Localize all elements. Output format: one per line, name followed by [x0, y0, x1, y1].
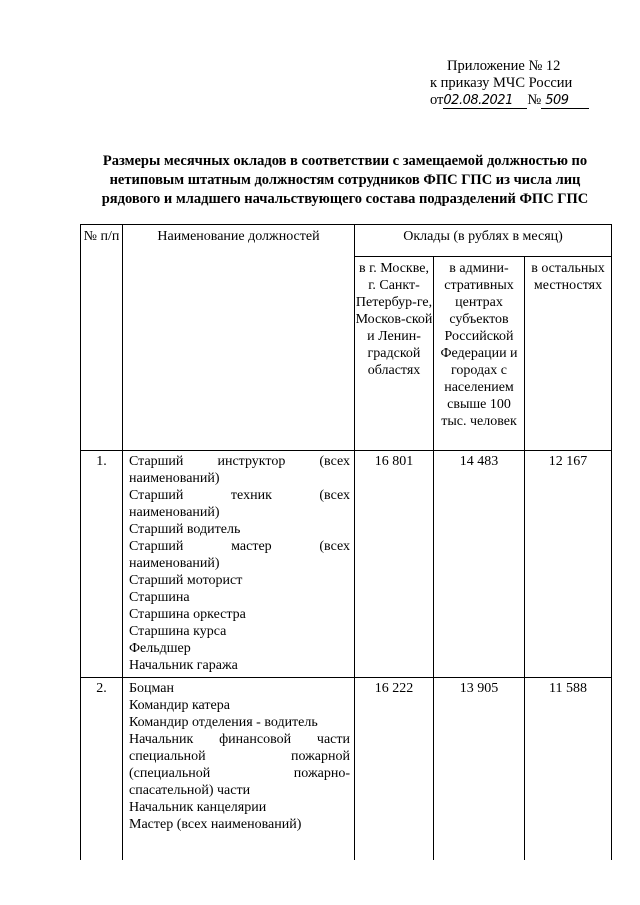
salary-other: 12 167: [525, 451, 612, 678]
position-name: Старшина: [129, 590, 190, 605]
appendix-title: Приложение № 12: [447, 58, 561, 74]
position-name: Начальник гаража: [129, 658, 238, 673]
position-name: Старший водитель: [129, 522, 241, 537]
row-positions: [123, 678, 355, 861]
handwritten-number: 509: [541, 93, 589, 109]
salary-moscow: 16 222: [355, 678, 434, 861]
position-name: Фельдшер: [129, 641, 191, 656]
salary-admin-centers: 13 905: [434, 678, 525, 861]
salary-table: [80, 224, 612, 860]
salary-admin-centers: 14 483: [434, 451, 525, 678]
appendix-date-line: [430, 92, 600, 109]
row-positions: [123, 451, 355, 678]
number-sign: №: [527, 92, 542, 108]
appendix-order: к приказу МЧС России: [430, 75, 573, 91]
position-name: Начальник финансовой части специальной пожарной (специальной пожарно-спасательной) части: [129, 732, 350, 798]
header-other: в остальных местностях: [525, 257, 612, 451]
row-number: 2.: [81, 678, 123, 861]
appendix-block: [430, 58, 600, 109]
row-number: 1.: [81, 451, 123, 678]
position-name: Старшина оркестра: [129, 607, 246, 622]
header-salaries: Оклады (в рублях в месяц): [355, 225, 612, 257]
from-prefix: от: [430, 92, 444, 108]
position-name: Старший инструктор (всех наименований): [129, 454, 350, 486]
position-name: Старший моторист: [129, 573, 243, 588]
position-name: Старшина курса: [129, 624, 227, 639]
header-admin-centers: в админи-стративных центрах субъектов Российской Федерации и городах с населением свыше 100 тыс. человек: [434, 257, 525, 451]
position-name: Мастер (всех наименований): [129, 817, 302, 832]
document-title: Размеры месячных окладов в соответствии с замещаемой должностью по нетиповым штатным должностям сотрудников ФПС ГПС из числа лиц рядового и младшего начальствующего состава подразделений ФПС ГПС: [101, 153, 589, 207]
salary-other: 11 588: [525, 678, 612, 861]
table-row: [81, 678, 612, 861]
table-row: [81, 451, 612, 678]
position-name: Начальник канцелярии: [129, 800, 267, 815]
position-name: Командир отделения - водитель: [129, 715, 318, 730]
handwritten-date: 02.08.2021: [443, 93, 527, 109]
position-name: Старший техник (всех наименований): [129, 488, 350, 520]
header-moscow: в г. Москве, г. Санкт-Петербур-ге, Москов-ской и Ленин-градской областях: [355, 257, 434, 451]
header-name: Наименование должностей: [123, 225, 355, 451]
position-name: Старший мастер (всех наименований): [129, 539, 350, 571]
position-name: Боцман: [129, 681, 175, 696]
position-name: Командир катера: [129, 698, 230, 713]
header-no: № п/п: [81, 225, 123, 451]
salary-moscow: 16 801: [355, 451, 434, 678]
